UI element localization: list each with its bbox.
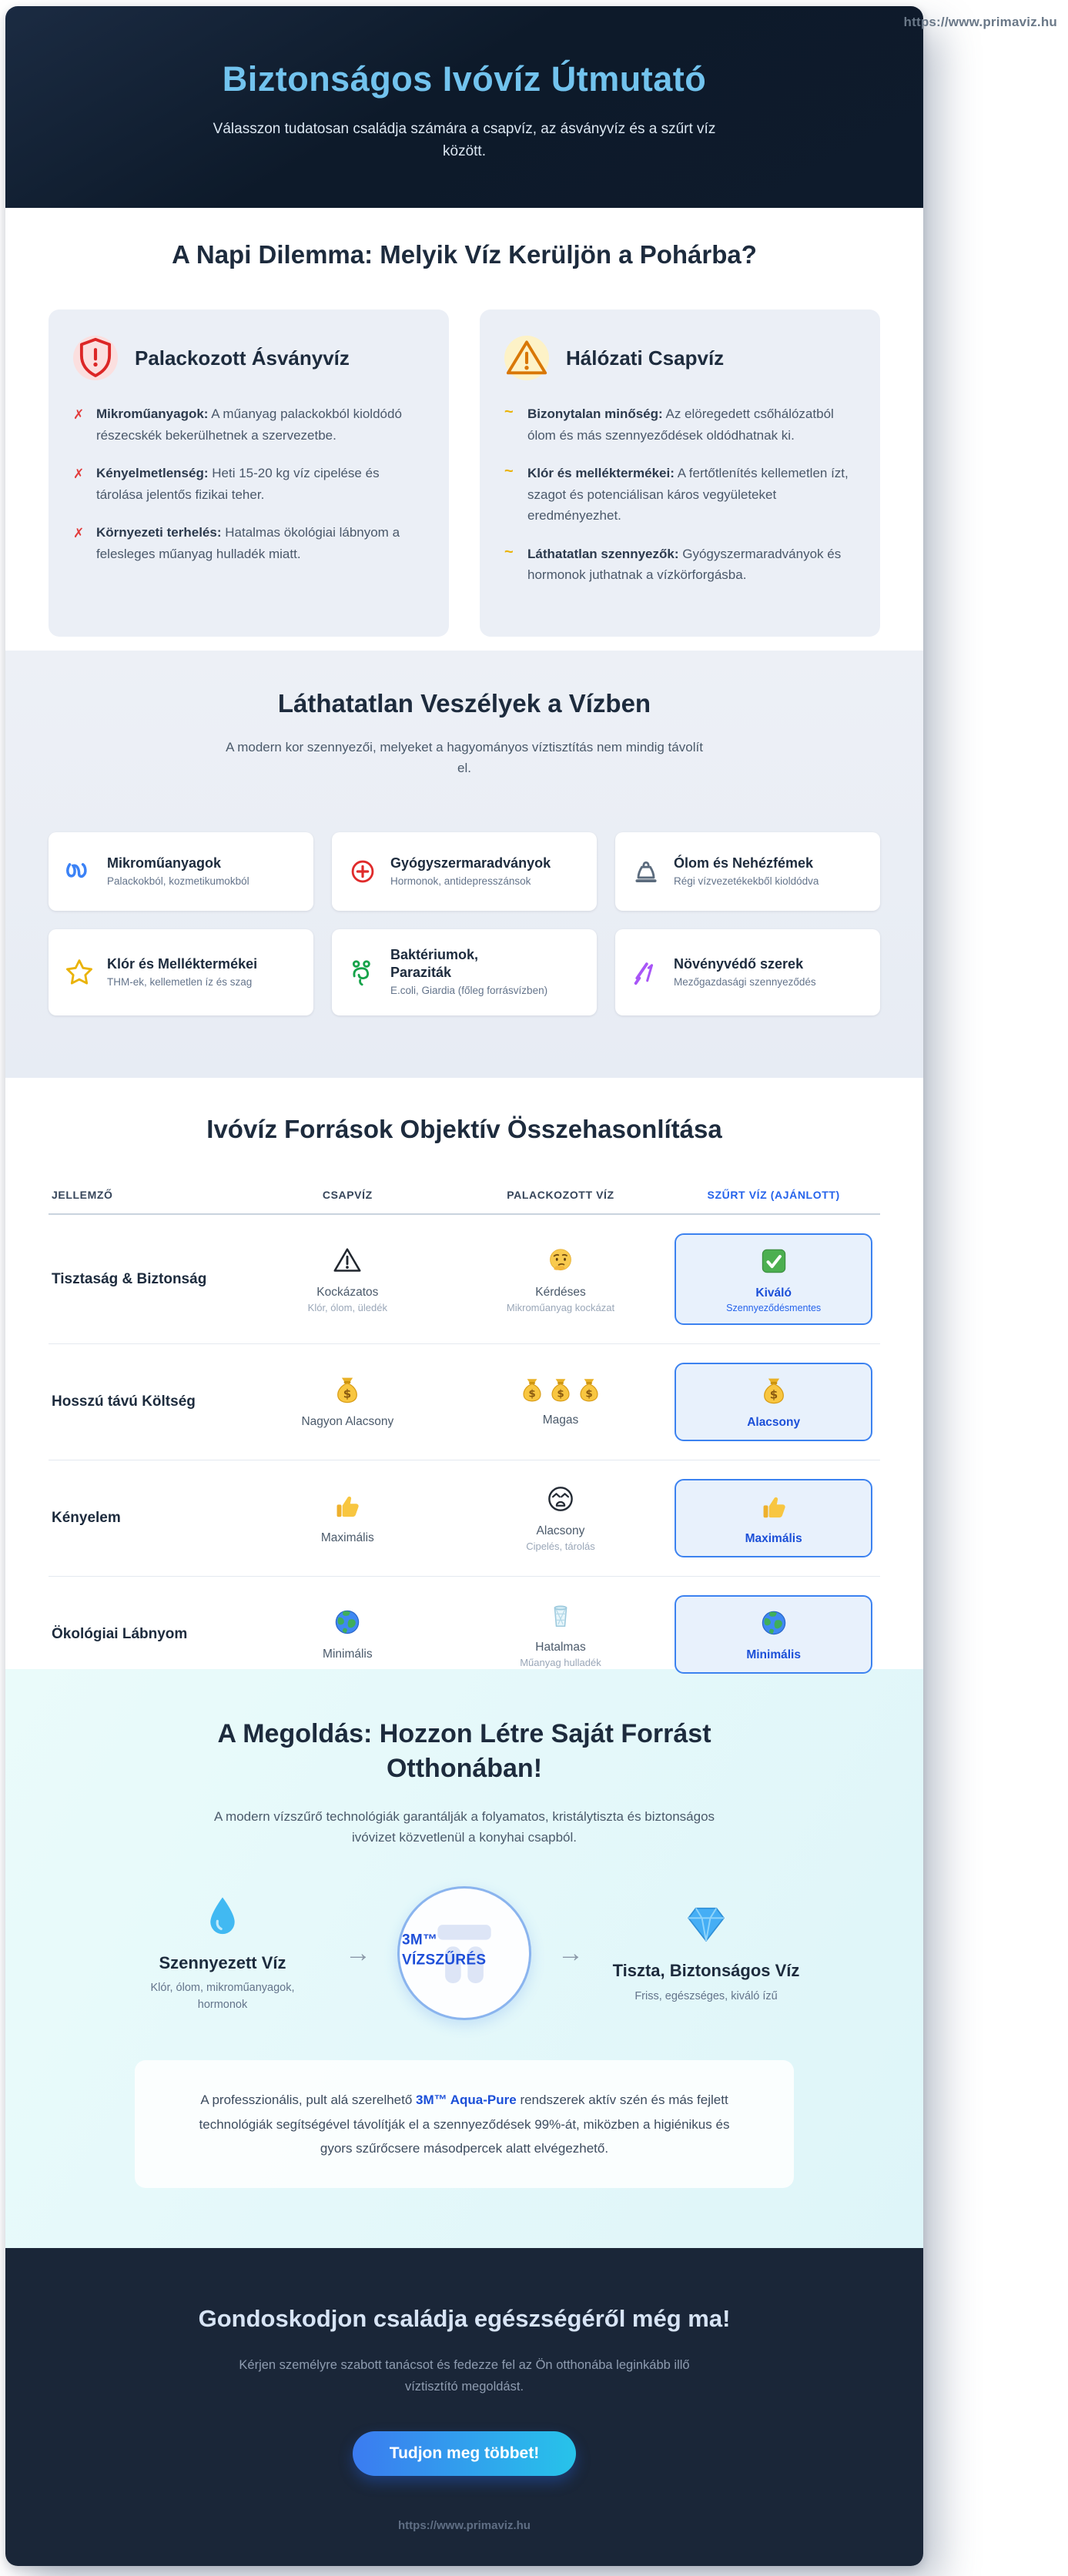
item-lead: Kényelmetlenség:: [96, 466, 209, 481]
cell-tap: [241, 1246, 454, 1313]
warning-triangle-icon: [504, 336, 549, 380]
thumbs-up-icon: [759, 1492, 788, 1521]
table-header-row: [49, 1189, 880, 1215]
star-icon: [64, 957, 95, 988]
cell-label: Minimális: [323, 1648, 373, 1661]
money-bags-icon: [519, 1377, 602, 1403]
row-feature: Tisztaság & Biztonság: [52, 1270, 207, 1287]
item-text: Az elöregedett csőhálózatból ólom és más szennyeződések oldódhatnak ki.: [527, 406, 834, 443]
tilde-bullet-icon: ~: [504, 543, 514, 560]
danger-card-microplastics: [49, 832, 313, 911]
check-icon: [759, 1246, 788, 1276]
danger-subtitle: Hormonok, antidepresszánsok: [390, 875, 531, 888]
danger-card-lead: [615, 832, 880, 911]
cell-label: Kiváló: [755, 1286, 792, 1300]
comparison-section: [5, 1078, 923, 1669]
filter-label: [402, 1930, 486, 1969]
cross-bullet-icon: ✗: [73, 526, 85, 541]
page-title: Biztonságos Ivóvíz Útmutató: [222, 59, 707, 99]
tap-water-card: [480, 309, 880, 637]
item-text: Gyógyszermaradványok és hormonok juthatnak a vízkörforgásba.: [527, 546, 842, 583]
danger-subtitle: Mezőgazdasági szennyeződés: [674, 976, 816, 989]
info-text: A professzionális, pult alá szerelhető: [200, 2093, 417, 2108]
cell-bottled: [454, 1377, 668, 1427]
table-row: [49, 1460, 880, 1577]
danger-title: Klór és Melléktermékei: [107, 955, 258, 972]
column-header: JELLEMZŐ: [52, 1189, 113, 1201]
dilemma-cards: [49, 309, 880, 637]
cross-bullet-icon: ✗: [73, 467, 85, 482]
infographic-card: [5, 6, 923, 2566]
dilemma-title: A Napi Dilemma: Melyik Víz Kerüljön a Pohárba?: [172, 240, 757, 269]
list-item: [504, 544, 855, 586]
dangers-title: Láthatatlan Veszélyek a Vízben: [277, 689, 651, 718]
thumbs-up-icon: [333, 1491, 362, 1521]
danger-card-pesticide: [615, 929, 880, 1015]
card-title: Palackozott Ásványvíz: [135, 346, 350, 370]
filter-label-line2: VÍZSZŰRÉS: [402, 1952, 487, 1969]
danger-card-bacteria: [332, 929, 597, 1015]
tilde-bullet-icon: ~: [504, 463, 514, 480]
cell-label: Kérdéses: [535, 1285, 586, 1299]
money-bag-icon: [759, 1376, 788, 1405]
flow-stage-before: [126, 1893, 319, 2014]
filter-label-line1: 3M™: [402, 1932, 438, 1949]
row-feature: Hosszú távú Költség: [52, 1393, 196, 1410]
list-item: [73, 522, 424, 564]
weary-face-icon: [546, 1484, 575, 1514]
row-feature: Ökológiai Lábnyom: [52, 1626, 188, 1642]
item-lead: Mikroműanyagok:: [96, 406, 209, 421]
filter-circle: [397, 1886, 531, 2020]
cell-note: Mikroműanyag kockázat: [506, 1301, 615, 1313]
cell-note: Szennyeződésmentes: [726, 1303, 822, 1313]
comparison-table: [49, 1189, 880, 1692]
item-text: A műanyag palackokból kioldódó részecskék bekerülhetnek a szervezetbe.: [96, 406, 402, 443]
learn-more-button[interactable]: Tudjon meg többet!: [353, 2431, 576, 2476]
item-lead: Környezeti terhelés:: [96, 525, 222, 540]
stage-note: Klór, ólom, mikroműanyagok, hormonok: [150, 1982, 295, 2011]
dangers-section: [5, 651, 923, 1078]
card-title: Hálózati Csapvíz: [566, 346, 725, 370]
dilemma-section: [5, 208, 923, 651]
money-bag-icon: [333, 1375, 362, 1404]
footer-subtitle: Kérjen személyre szabott tanácsot és fedezze fel az Ön otthonába leginkább illő víztisztító megoldást.: [239, 2358, 690, 2394]
table-row: [49, 1344, 880, 1460]
recommended-cell: [675, 1363, 872, 1441]
list-item: [504, 463, 855, 527]
cell-label: Hatalmas: [535, 1641, 586, 1654]
info-text: rendszerek aktív szén és más fejlett technológiák segítségével távolítják el a szennyeződések 99%-át, miközben a higiénikus és gyors szűrőcsere másodpercek alatt elvégezhető.: [199, 2093, 730, 2156]
solution-title: A Megoldás: Hozzon Létre Saját Forrást Otthonában!: [217, 1719, 711, 1783]
danger-subtitle: Palackokból, kozmetikumokból: [107, 875, 249, 888]
cta-footer-section: [5, 2248, 923, 2566]
recommended-cell: [675, 1595, 872, 1674]
danger-subtitle: THM-ek, kellemetlen íz és szag: [107, 976, 253, 989]
bottled-water-card: [49, 309, 449, 637]
cell-label: Alacsony: [747, 1416, 801, 1429]
thinking-face-icon: [546, 1246, 575, 1275]
danger-cards: [49, 832, 880, 1015]
arrow-right-icon: →: [345, 1938, 371, 1968]
danger-subtitle: Régi vízvezetékekből kioldódva: [674, 875, 819, 888]
danger-title: Növényvédő szerek: [674, 955, 804, 972]
cell-tap: [241, 1607, 454, 1661]
shield-alert-icon: [73, 336, 118, 380]
cell-note: Cipelés, tárolás: [526, 1541, 595, 1552]
cross-bullet-icon: ✗: [73, 407, 85, 422]
brand-name: 3M™ Aqua-Pure: [416, 2093, 517, 2108]
comparison-title: Ivóvíz Források Objektív Összehasonlítása: [206, 1115, 722, 1143]
bacteria-icon: [347, 957, 378, 988]
globe-icon: [759, 1608, 788, 1638]
danger-title: Ólom és Nehézfémek: [674, 855, 814, 871]
column-header-recommended: SZŰRT VÍZ (AJÁNLOTT): [707, 1189, 840, 1201]
cell-bottled: [454, 1601, 668, 1668]
cell-filtered: [667, 1233, 880, 1325]
item-text: A fertőtlenítés kellemetlen ízt, szagot és potenciálisan káros vegyületeket eredményezhet.: [527, 466, 849, 524]
column-header: PALACKOZOTT VÍZ: [507, 1189, 614, 1201]
danger-card-pharma: [332, 832, 597, 911]
cell-label: Kockázatos: [316, 1285, 379, 1299]
cell-tap: [241, 1491, 454, 1545]
warning-mono-icon: [333, 1246, 362, 1275]
column-header: CSAPVÍZ: [322, 1189, 373, 1201]
cell-label: Alacsony: [536, 1524, 585, 1537]
danger-subtitle: E.coli, Giardia (főleg forrásvízben): [390, 985, 548, 997]
stage-title: Szennyezett Víz: [159, 1952, 286, 1972]
watermark-url: https://www.primaviz.hu: [903, 15, 1057, 29]
footer-link[interactable]: https://www.primaviz.hu: [398, 2519, 531, 2533]
flow-stage-after: [610, 1901, 802, 2005]
microplastics-icon: [64, 856, 95, 887]
cell-bottled: [454, 1484, 668, 1552]
cell-filtered: [667, 1595, 880, 1674]
solution-section: [5, 1669, 923, 2248]
danger-title: Baktériumok, Paraziták: [390, 947, 479, 980]
droplet-icon: [200, 1893, 245, 1938]
item-lead: Klór és melléktermékei:: [527, 466, 675, 481]
product-info-box: [135, 2060, 794, 2188]
pesticide-icon: [631, 957, 661, 988]
dangers-subtitle: A modern kor szennyezői, melyeket a hagyományos víztisztítás nem mindig távolít el.: [226, 740, 703, 776]
page-subtitle: Válasszon tudatosan családja számára a csapvíz, az ásványvíz és a szűrt víz között.: [213, 120, 716, 159]
recommended-cell: [675, 1479, 872, 1557]
item-lead: Bizonytalan minőség:: [527, 406, 663, 421]
danger-title: Mikroműanyagok: [107, 855, 222, 871]
stage-note: Friss, egészséges, kiváló ízű: [634, 1990, 778, 2003]
list-item: [73, 403, 424, 446]
list-item: [504, 403, 855, 446]
list-item: [73, 463, 424, 505]
cell-tap: [241, 1375, 454, 1429]
recommended-cell: [675, 1233, 872, 1325]
cell-filtered: [667, 1479, 880, 1557]
cell-label: Magas: [542, 1413, 579, 1427]
cell-label: Nagyon Alacsony: [301, 1415, 394, 1428]
cell-bottled: [454, 1246, 668, 1313]
danger-title: Gyógyszermaradványok: [390, 855, 551, 871]
cell-filtered: [667, 1363, 880, 1441]
medical-plus-icon: [347, 856, 378, 887]
cell-note: Műanyag hulladék: [520, 1657, 601, 1668]
tilde-bullet-icon: ~: [504, 403, 514, 420]
solution-subtitle: A modern vízszűrő technológiák garantálják a folyamatos, kristálytiszta és biztonságos ivóvizet közvetlenül a konyhai csapból.: [213, 1808, 715, 1845]
danger-card-chlorine: [49, 929, 313, 1015]
item-lead: Láthatatlan szennyezők:: [527, 546, 679, 561]
cell-label: Minimális: [746, 1648, 801, 1661]
heavy-metal-icon: [631, 856, 661, 887]
table-row: [49, 1215, 880, 1344]
row-feature: Kényelem: [52, 1510, 121, 1526]
globe-icon: [333, 1607, 362, 1637]
cell-label: Maximális: [745, 1532, 802, 1545]
stage-title: Tiszta, Biztonságos Víz: [612, 1961, 800, 1981]
cell-label: Maximális: [320, 1531, 374, 1544]
footer-title: Gondoskodjon családja egészségéről még ma!: [198, 2305, 731, 2332]
gem-icon: [684, 1901, 728, 1945]
item-text: Heti 15-20 kg víz cipelése és tárolása jelentős fizikai teher.: [96, 466, 380, 502]
filtration-flow: [49, 1886, 880, 2020]
trash-icon: [546, 1601, 575, 1630]
cell-note: Klór, ólom, üledék: [307, 1301, 387, 1313]
hero-section: [5, 6, 923, 208]
arrow-right-icon: →: [557, 1938, 584, 1968]
item-text: Hatalmas ökológiai lábnyom a felesleges műanyag hulladék miatt.: [96, 525, 400, 561]
